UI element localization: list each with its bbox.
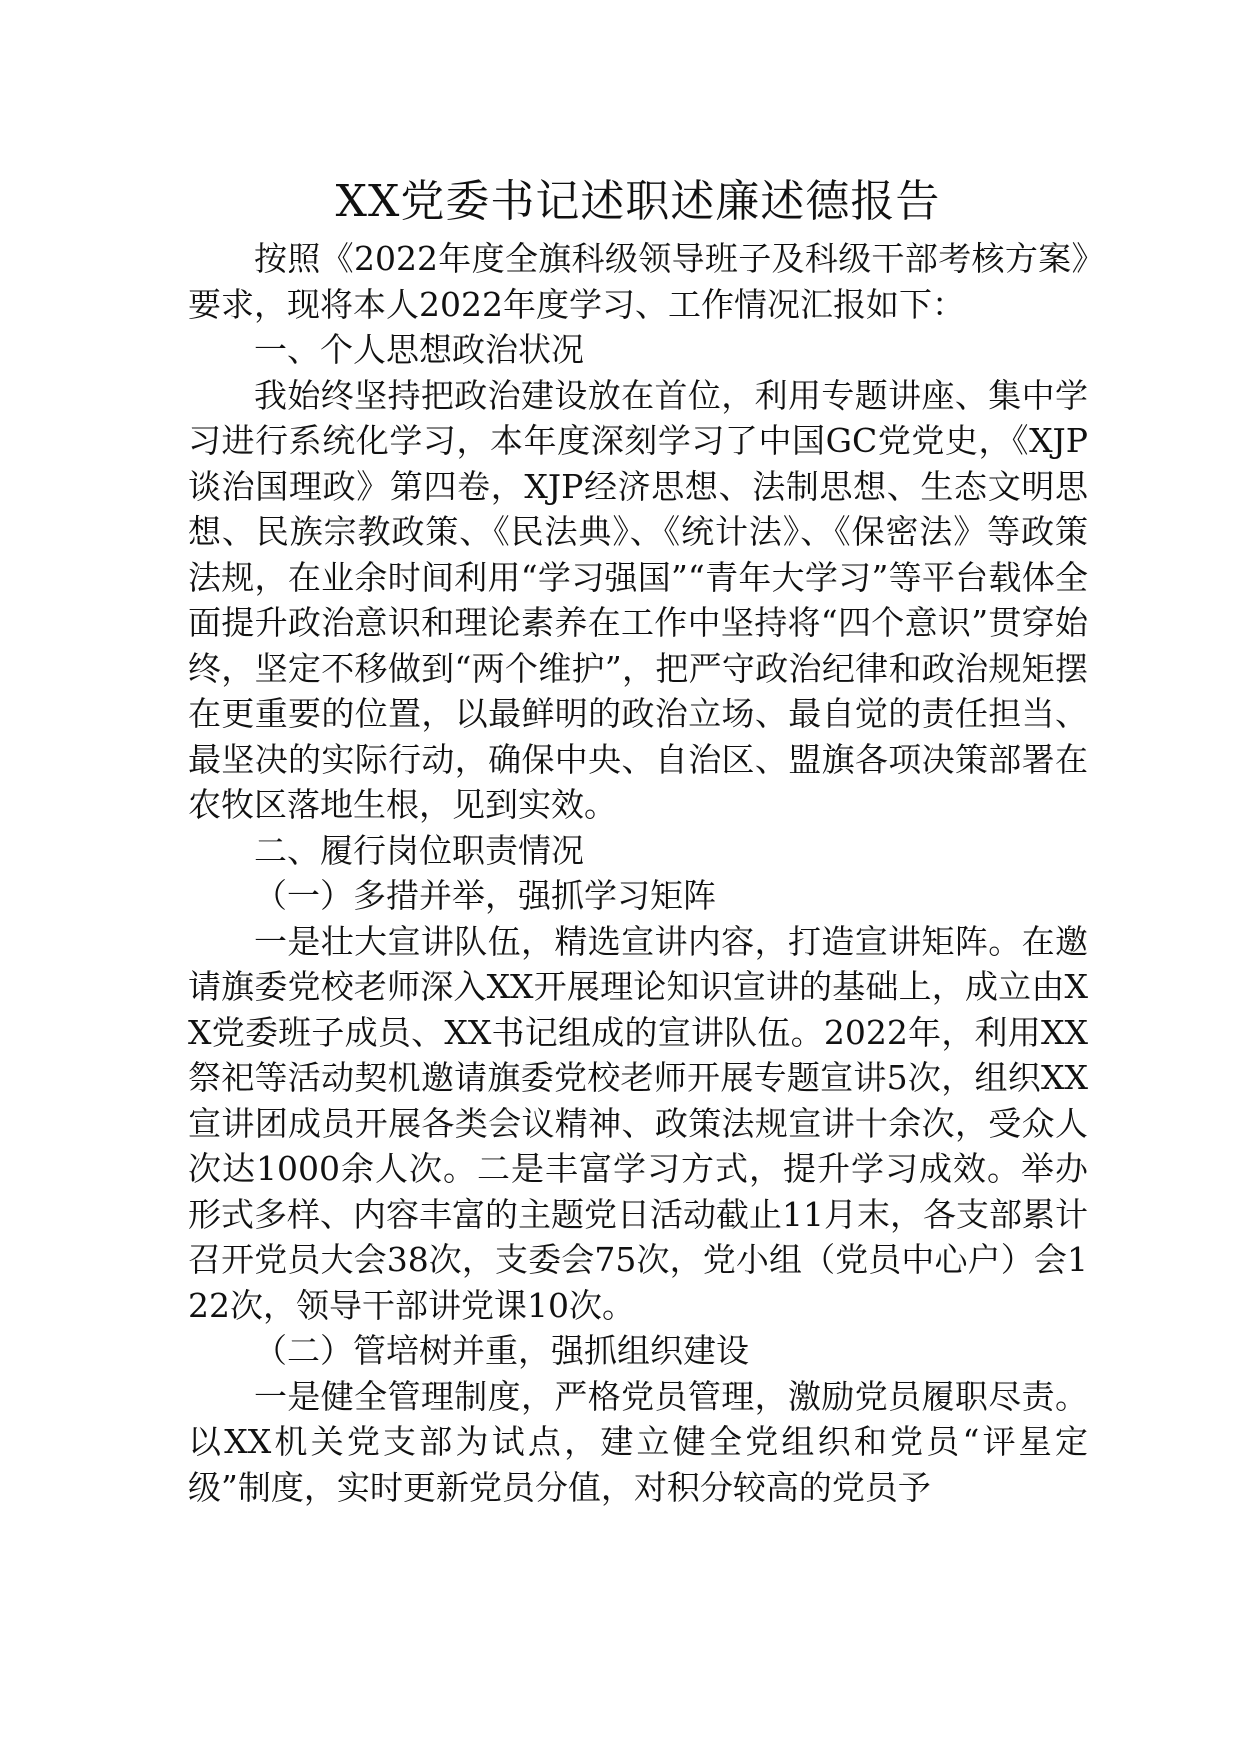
subsection2-paragraph: 一是健全管理制度，严格党员管理，激励党员履职尽责。以XX机关党支部为试点，建立健全党组织和党员“评星定级”制度，实时更新党员分值，对积分较高的党员予	[188, 1376, 1088, 1507]
subsection1-heading: （一）多措并举，强抓学习矩阵	[254, 876, 716, 915]
section1-paragraph: 我始终坚持把政治建设放在首位，利用专题讲座、集中学习进行系统化学习，本年度深刻学习了中国GC党党史，《XJP谈治国理政》第四卷，XJP经济思想、法制思想、生态文明思想、民族宗教政策、《民法典》、《统计法》、《保密法》等政策法规，在业余时间利用“学习强国”“青年大学习”等平台载体全面提升政治意识和理论素养在工作中坚持将“四个意识”贯穿始终，坚定不移做到“两个维护”，把严守政治纪律和政治规矩摆在更重要的位置，以最鲜明的政治立场、最自觉的责任担当、最坚决的实际行动，确保中央、自治区、盟旗各项决策部署在农牧区落地生根，见到实效。	[188, 375, 1088, 824]
subsection1-paragraph: 一是壮大宣讲队伍，精选宣讲内容，打造宣讲矩阵。在邀请旗委党校老师深入XX开展理论知识宣讲的基础上，成立由XX党委班子成员、XX书记组成的宣讲队伍。2022年，利用XX祭祀等活动契机邀请旗委党校老师开展专题宣讲5次，组织XX宣讲团成员开展各类会议精神、政策法规宣讲十余次，受众人次达1000余人次。二是丰富学习方式，提升学习成效。举办形式多样、内容丰富的主题党日活动截止11月末，各支部累计召开党员大会38次，支委会75次，党小组（党员中心户）会122次，领导干部讲党课10次。	[188, 921, 1088, 1325]
intro-paragraph: 按照《2022年度全旗科级领导班子及科级干部考核方案》要求，现将本人2022年度学习、工作情况汇报如下：	[188, 239, 1088, 324]
section1-heading: 一、个人思想政治状况	[254, 330, 584, 369]
subsection2-heading: （二）管培树并重，强抓组织建设	[254, 1331, 749, 1370]
document-title: XX党委书记述职述廉述德报告	[335, 176, 941, 227]
document-page	[188, 170, 1088, 1730]
section2-heading: 二、履行岗位职责情况	[254, 830, 584, 870]
